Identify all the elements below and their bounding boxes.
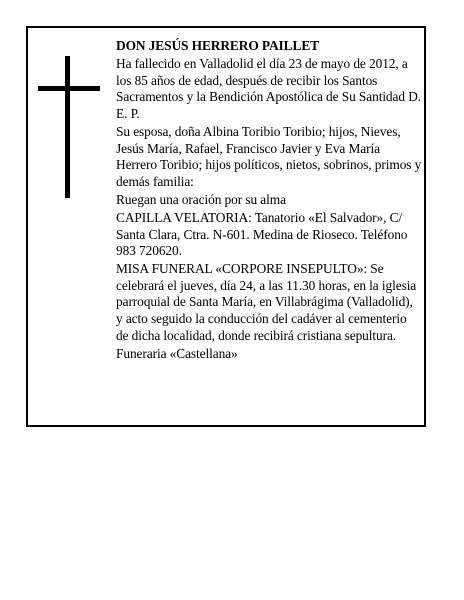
cross-vertical-bar	[65, 56, 70, 198]
prayer-request: Ruegan una oración por su alma	[116, 191, 286, 207]
obituary-text	[116, 38, 422, 364]
latin-cross-icon	[38, 56, 100, 198]
family-members: Su esposa, doña Albina Toribio Toribio; hijos, Nieves, Jesús María, Rafael, Francisco Javier y Eva María Herrero Toribio; hijos políticos, nietos, sobrinos, primos y demás familia:	[116, 123, 422, 189]
deceased-name: DON JESÚS HERRERO PAILLET	[116, 38, 319, 53]
funeral-mass-info: MISA FUNERAL «CORPORE INSEPULTO»: Se celebrará el jueves, día 24, a las 11.30 horas, en la iglesia parroquial de Santa María, en Villabrágima (Valladolid), y acto seguido la conducción del cadáver al cementerio de dicha localidad, donde recibirá cristiana sepultura.	[116, 261, 417, 343]
cross-horizontal-bar	[38, 86, 100, 91]
obituary-notice	[26, 26, 426, 427]
death-announcement: Ha fallecido en Valladolid el día 23 de mayo de 2012, a los 85 años de edad, después de recibir los Santos Sacramentos y la Bendición Apostólica de Su Santidad D. E. P.	[116, 56, 422, 121]
wake-chapel-info: CAPILLA VELATORIA: Tanatorio «El Salvador», C/ Santa Clara, Ctra. N-601. Medina de Rioseco. Teléfono 983 720620.	[116, 209, 408, 259]
funeral-home: Funeraria «Castellana»	[116, 345, 238, 361]
